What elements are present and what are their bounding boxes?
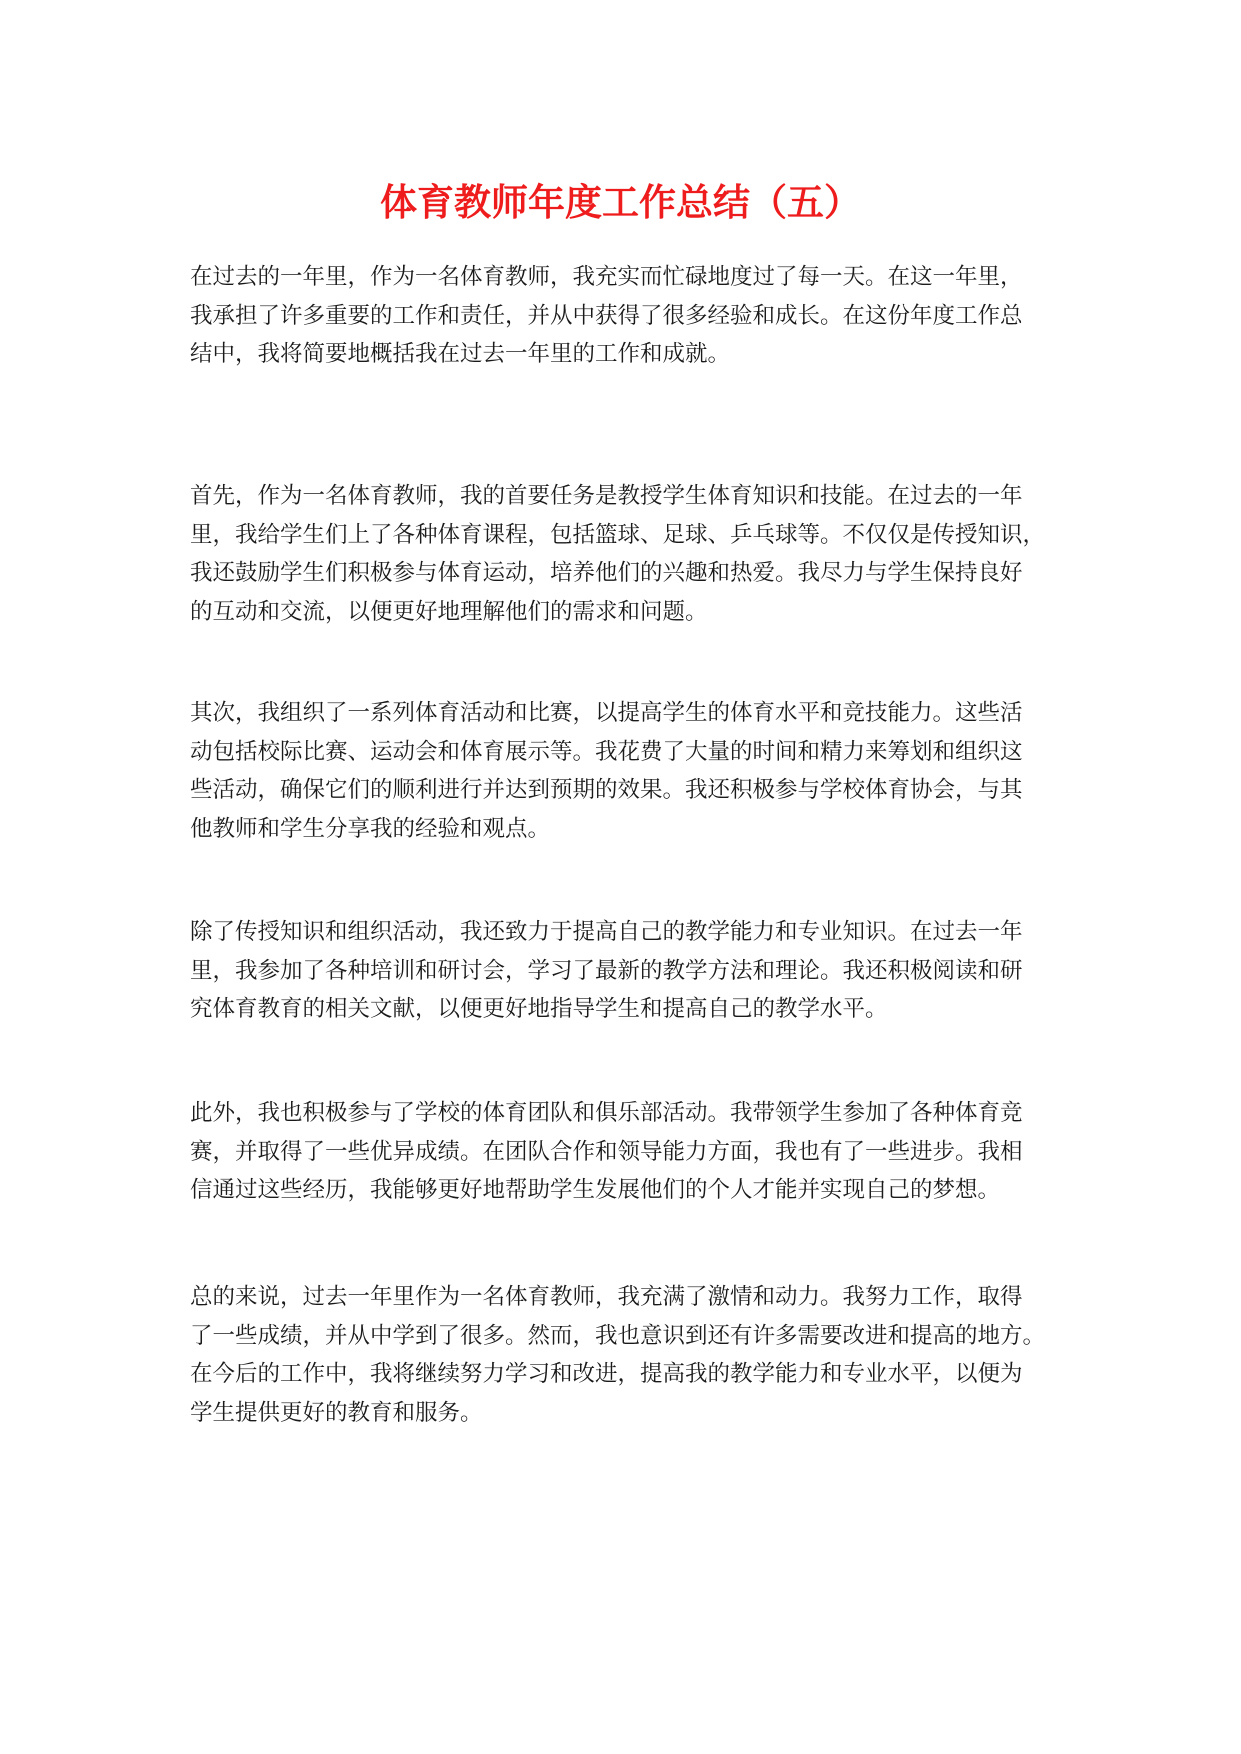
paragraph-line: 究体育教育的相关文献，以便更好地指导学生和提高自己的教学水平。 xyxy=(190,996,888,1022)
paragraph-4 xyxy=(190,913,1080,1029)
paragraph-line: 学生提供更好的教育和服务。 xyxy=(190,1399,483,1426)
paragraph-line: 里，我给学生们上了各种体育课程，包括篮球、足球、乒乓球等。不仅仅是传授知识， xyxy=(190,521,1046,548)
document-title: 体育教师年度工作总结（五） xyxy=(380,181,861,224)
paragraph-line: 我还鼓励学生们积极参与体育运动，培养他们的兴趣和热爱。我尽力与学生保持良好 xyxy=(190,560,1023,586)
paragraph-line: 此外，我也积极参与了学校的体育团队和俱乐部活动。我带领学生参加了各种体育竞 xyxy=(190,1100,1023,1126)
paragraph-5 xyxy=(190,1094,1080,1210)
paragraph-line: 动包括校际比赛、运动会和体育展示等。我花费了大量的时间和精力来筹划和组织这 xyxy=(190,738,1023,765)
paragraph-1 xyxy=(190,258,1080,374)
paragraph-line: 除了传授知识和组织活动，我还致力于提高自己的教学能力和专业知识。在过去一年 xyxy=(190,919,1023,945)
paragraph-line: 在过去的一年里，作为一名体育教师，我充实而忙碌地度过了每一天。在这一年里， xyxy=(190,264,1023,290)
paragraph-line: 结中，我将简要地概括我在过去一年里的工作和成就。 xyxy=(190,341,731,367)
paragraph-line: 总的来说，过去一年里作为一名体育教师，我充满了激情和动力。我努力工作，取得 xyxy=(190,1284,1023,1310)
paragraph-2 xyxy=(190,477,1080,631)
paragraph-line: 信通过这些经历，我能够更好地帮助学生发展他们的个人才能并实现自己的梦想。 xyxy=(190,1177,1001,1203)
paragraph-line: 些活动，确保它们的顺利进行并达到预期的效果。我还积极参与学校体育协会，与其 xyxy=(190,777,1023,803)
paragraph-3 xyxy=(190,694,1080,848)
paragraph-line: 赛，并取得了一些优异成绩。在团队合作和领导能力方面，我也有了一些进步。我相 xyxy=(190,1138,1023,1165)
paragraph-line: 首先，作为一名体育教师，我的首要任务是教授学生体育知识和技能。在过去的一年 xyxy=(190,483,1023,509)
paragraph-line: 他教师和学生分享我的经验和观点。 xyxy=(190,815,551,842)
paragraph-6 xyxy=(190,1278,1080,1432)
paragraph-line: 里，我参加了各种培训和研讨会，学习了最新的教学方法和理论。我还积极阅读和研 xyxy=(190,957,1023,984)
paragraph-line: 其次，我组织了一系列体育活动和比赛，以提高学生的体育水平和竞技能力。这些活 xyxy=(190,700,1023,726)
paragraph-line: 我承担了许多重要的工作和责任，并从中获得了很多经验和成长。在这份年度工作总 xyxy=(190,302,1023,329)
paragraph-line: 在今后的工作中，我将继续努力学习和改进，提高我的教学能力和专业水平，以便为 xyxy=(190,1361,1023,1387)
paragraph-line: 的互动和交流，以便更好地理解他们的需求和问题。 xyxy=(190,598,708,625)
paragraph-line: 了一些成绩，并从中学到了很多。然而，我也意识到还有许多需要改进和提高的地方。 xyxy=(190,1322,1046,1349)
